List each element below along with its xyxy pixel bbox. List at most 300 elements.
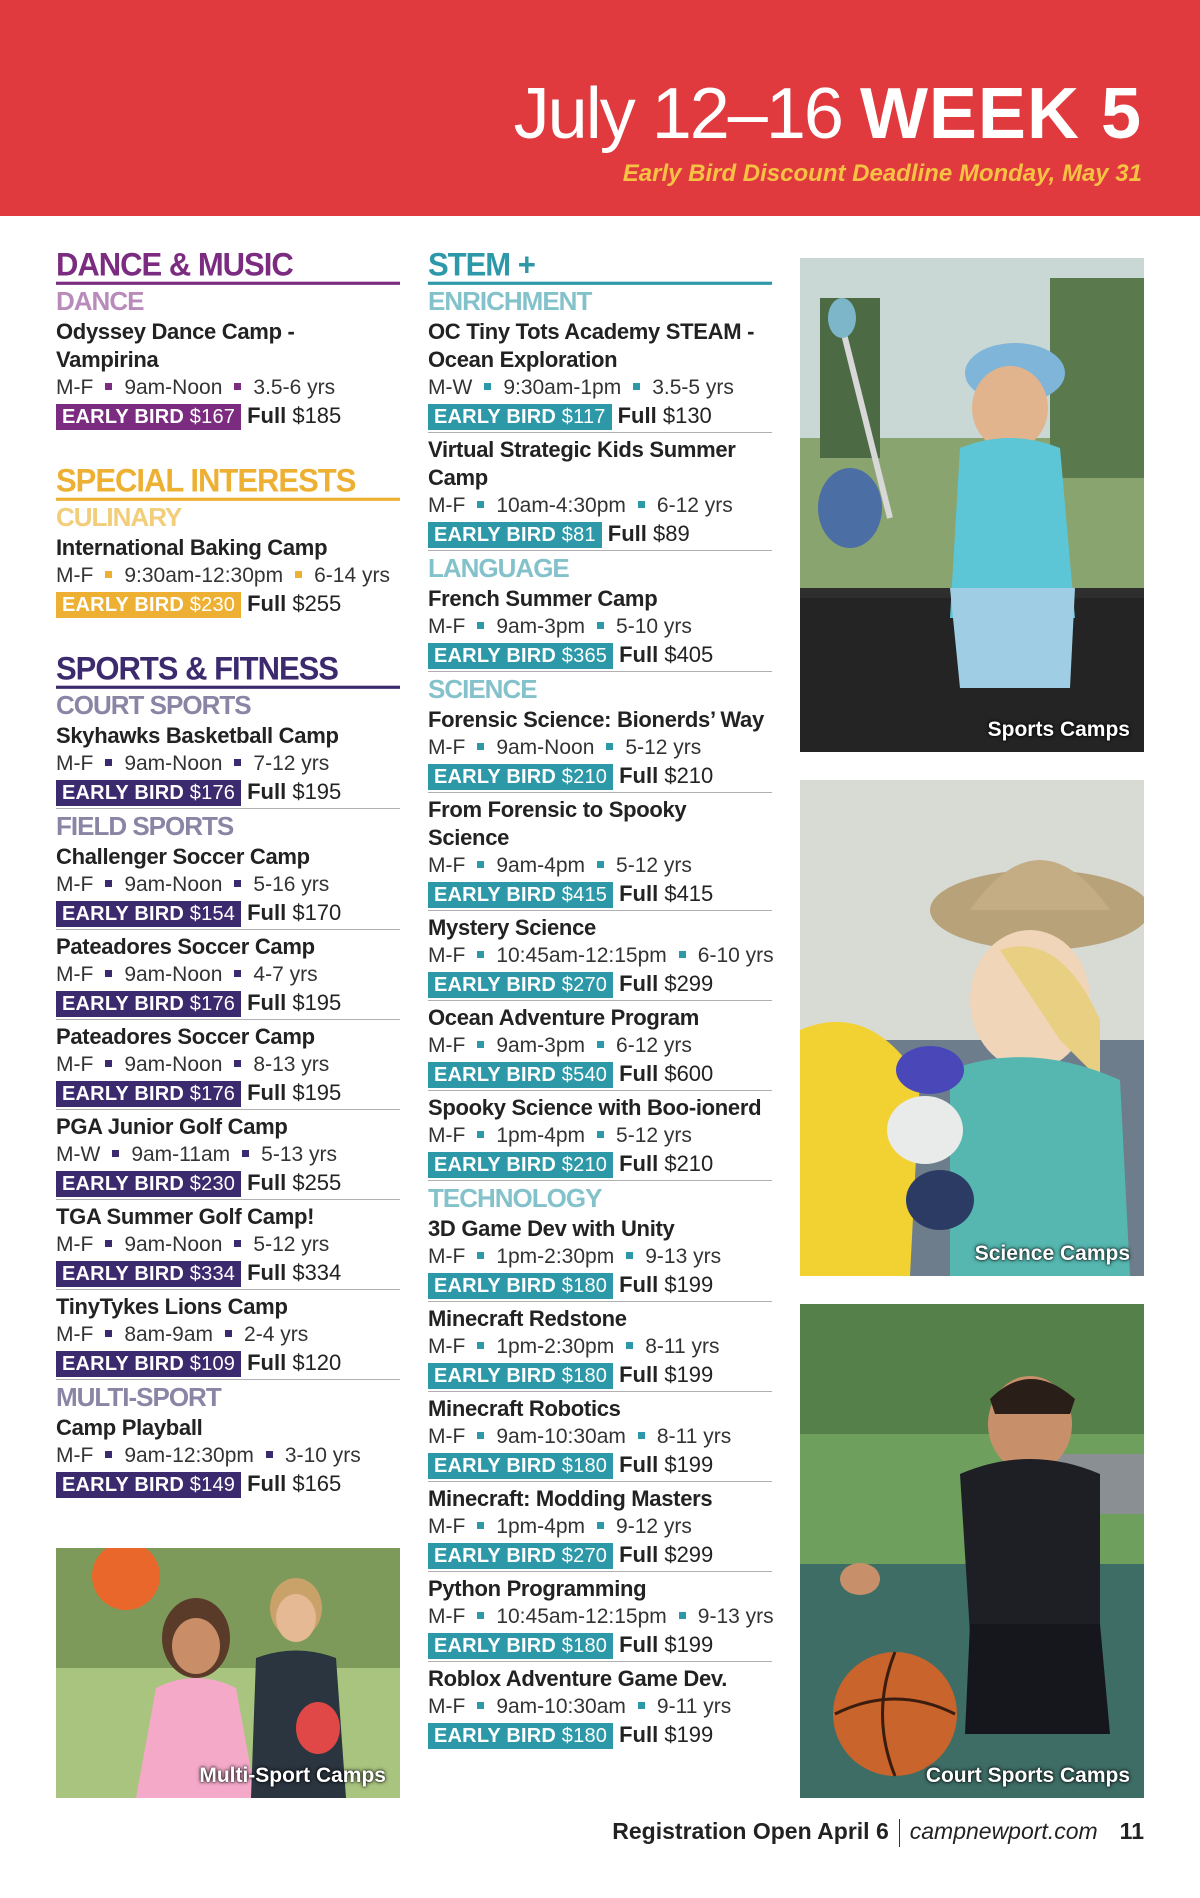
camp-time: 9am-Noon [124, 1233, 223, 1256]
early-bird-label: EARLY BIRD [62, 1263, 185, 1285]
camp-entry [428, 1574, 772, 1662]
early-bird-label: EARLY BIRD [434, 1275, 557, 1297]
camp-title: Challenger Soccer Camp [56, 844, 310, 869]
full-price-label: Full [247, 900, 287, 925]
camp-title: Skyhawks Basketball Camp [56, 723, 339, 748]
camp-price [428, 762, 772, 790]
photo-court-sports [800, 1304, 1144, 1798]
column-left [56, 246, 400, 1500]
bullet-icon [679, 951, 686, 958]
camp-days: M-F [56, 752, 94, 775]
camp-price [428, 1150, 772, 1178]
early-bird-badge [428, 1543, 613, 1569]
bullet-icon [105, 880, 112, 887]
early-bird-price: $415 [561, 884, 608, 906]
camp-time: 10:45am-12:15pm [496, 1605, 667, 1628]
camp-price [428, 1721, 772, 1749]
camp-price [56, 402, 400, 430]
full-price: $199 [664, 1632, 714, 1657]
camp-ages: 5-10 yrs [616, 615, 692, 638]
full-price-label: Full [619, 1061, 659, 1086]
bullet-icon [105, 1060, 112, 1067]
camp-ages: 9-13 yrs [697, 1605, 774, 1628]
camp-entry [428, 1003, 772, 1091]
camp-ages: 9-12 yrs [616, 1515, 692, 1538]
bullet-icon [477, 1702, 484, 1709]
camp-ages: 3-10 yrs [284, 1444, 361, 1467]
camp-entry [428, 705, 772, 793]
bullet-icon [477, 1131, 484, 1138]
early-bird-price: $180 [561, 1635, 608, 1657]
camp-price [428, 1541, 772, 1569]
full-price-label: Full [247, 591, 287, 616]
camp-schedule [56, 1231, 400, 1259]
multi-sport-illustration [56, 1548, 400, 1798]
subcategory-science: SCIENCE [428, 674, 537, 704]
subcategory-culinary: CULINARY [56, 502, 182, 532]
camp-title: Minecraft Robotics [428, 1396, 621, 1421]
camp-price [56, 1259, 400, 1287]
full-price-label: Full [247, 403, 287, 428]
category-sports-fitness: SPORTS & FITNESS [56, 653, 400, 689]
bullet-icon [597, 1131, 604, 1138]
camp-ages: 8-11 yrs [645, 1335, 720, 1358]
camp-entry [428, 584, 772, 672]
subcategory-dance: DANCE [56, 286, 144, 316]
early-bird-label: EARLY BIRD [434, 1635, 557, 1657]
bullet-icon [477, 1041, 484, 1048]
camp-entry [56, 1022, 400, 1110]
early-bird-label: EARLY BIRD [434, 1154, 557, 1176]
camp-schedule [56, 374, 400, 402]
camp-days: M-F [56, 1444, 94, 1467]
camp-entry [428, 1214, 772, 1302]
early-bird-price: $154 [189, 903, 236, 925]
photo-caption: Court Sports Camps [925, 1764, 1130, 1787]
camp-time: 9am-Noon [124, 873, 223, 896]
full-price-label: Full [619, 881, 659, 906]
camp-ages: 3.5-6 yrs [253, 376, 336, 399]
camp-entry [56, 721, 400, 809]
camp-entry [56, 1112, 400, 1200]
camp-list [56, 842, 400, 1380]
subcategory-language: LANGUAGE [428, 553, 569, 583]
early-bird-price: $180 [561, 1365, 608, 1387]
full-price-label: Full [247, 1260, 287, 1285]
week-number: WEEK 5 [859, 74, 1142, 154]
week-header [0, 0, 1200, 216]
camp-price [428, 1361, 772, 1389]
full-price: $299 [664, 971, 714, 996]
camp-title: Virtual Strategic Kids Summer Camp [428, 437, 736, 490]
camp-ages: 5-12 yrs [625, 736, 702, 759]
early-bird-label: EARLY BIRD [62, 1353, 185, 1375]
camp-title: TGA Summer Golf Camp! [56, 1204, 315, 1229]
camp-ages: 7-12 yrs [253, 752, 330, 775]
camp-time: 9am-3pm [496, 615, 586, 638]
camp-ages: 4-7 yrs [253, 963, 318, 986]
camp-days: M-F [56, 873, 94, 896]
camp-entry [56, 1202, 400, 1290]
camp-price [428, 402, 772, 430]
full-price: $199 [664, 1722, 714, 1747]
early-bird-badge [56, 901, 241, 927]
camp-list [428, 584, 772, 672]
camp-price [56, 1169, 400, 1197]
camp-ages: 5-12 yrs [253, 1233, 330, 1256]
bullet-icon [597, 1522, 604, 1529]
camp-title: From Forensic to Spooky Science [428, 797, 687, 850]
early-bird-label: EARLY BIRD [62, 903, 185, 925]
camp-schedule [428, 852, 772, 880]
early-bird-label: EARLY BIRD [62, 782, 185, 804]
early-bird-label: EARLY BIRD [62, 993, 185, 1015]
bullet-icon [626, 1342, 633, 1349]
camp-title: Camp Playball [56, 1415, 203, 1440]
early-bird-label: EARLY BIRD [434, 1725, 557, 1747]
early-bird-badge [428, 1152, 613, 1178]
column-middle [428, 246, 774, 1751]
camp-entry [428, 1304, 772, 1392]
week-title [513, 74, 1142, 154]
bullet-icon [234, 970, 241, 977]
footer-divider [899, 1819, 900, 1847]
camp-schedule [428, 613, 772, 641]
registration-notice: Registration Open April 6 [612, 1818, 889, 1844]
bullet-icon [638, 1702, 645, 1709]
bullet-icon [477, 1252, 484, 1259]
bullet-icon [477, 622, 484, 629]
early-bird-price: $230 [189, 594, 236, 616]
page-number: 11 [1119, 1818, 1144, 1844]
bullet-icon [266, 1451, 273, 1458]
camp-days: M-F [56, 1323, 94, 1346]
early-bird-price: $180 [561, 1275, 608, 1297]
early-bird-price: $334 [189, 1263, 236, 1285]
camp-title: TinyTykes Lions Camp [56, 1294, 288, 1319]
early-bird-price: $117 [561, 406, 606, 428]
camp-title: Pateadores Soccer Camp [56, 934, 315, 959]
early-bird-label: EARLY BIRD [434, 645, 557, 667]
camp-days: M-F [428, 1515, 466, 1538]
bullet-icon [477, 743, 484, 750]
full-price: $334 [292, 1260, 342, 1285]
camp-days: M-F [56, 963, 94, 986]
camp-title: Mystery Science [428, 915, 596, 940]
bullet-icon [225, 1330, 232, 1337]
subcategory-technology: TECHNOLOGY [428, 1183, 602, 1213]
camp-title: OC Tiny Tots Academy STEAM - Ocean Exploration [428, 319, 755, 372]
category-dance-music: DANCE & MUSIC [56, 249, 400, 285]
early-bird-price: $230 [189, 1173, 236, 1195]
early-bird-badge [428, 1723, 613, 1749]
camp-ages: 8-11 yrs [656, 1425, 732, 1448]
camp-entry [56, 533, 400, 620]
camp-days: M-F [428, 1425, 466, 1448]
camp-price [56, 899, 400, 927]
camp-ages: 5-13 yrs [261, 1143, 337, 1166]
camp-price [428, 880, 772, 908]
camp-ages: 5-12 yrs [616, 854, 692, 877]
early-bird-badge [56, 1171, 241, 1197]
bullet-icon [234, 759, 241, 766]
camp-schedule [428, 942, 772, 970]
camp-days: M-F [56, 1233, 94, 1256]
early-bird-badge [56, 1351, 241, 1377]
full-price: $130 [662, 403, 712, 428]
early-bird-badge [428, 1633, 613, 1659]
camp-title: French Summer Camp [428, 586, 658, 611]
camp-time: 9am-Noon [124, 963, 223, 986]
camp-schedule [428, 1122, 772, 1150]
week-dates: July 12–16 [513, 74, 842, 154]
bullet-icon [105, 970, 112, 977]
full-price-label: Full [619, 1362, 659, 1387]
bullet-icon [638, 501, 645, 508]
early-bird-label: EARLY BIRD [62, 594, 185, 616]
camp-price [428, 1631, 772, 1659]
early-bird-label: EARLY BIRD [434, 1064, 557, 1086]
early-bird-label: EARLY BIRD [62, 1083, 185, 1105]
camp-days: M-W [56, 1143, 101, 1166]
camp-schedule [428, 1693, 772, 1721]
camp-price [428, 641, 772, 669]
full-price: $255 [292, 591, 342, 616]
early-bird-badge [428, 882, 613, 908]
early-bird-badge [428, 522, 602, 548]
court-sports-illustration [800, 1304, 1144, 1798]
early-bird-label: EARLY BIRD [62, 1474, 185, 1496]
early-bird-label: EARLY BIRD [62, 406, 185, 428]
bullet-icon [234, 880, 241, 887]
full-price-label: Full [247, 1471, 287, 1496]
full-price: $255 [292, 1170, 342, 1195]
camp-time: 9am-11am [131, 1143, 231, 1166]
full-price-label: Full [619, 1272, 659, 1297]
bullet-icon [477, 1522, 484, 1529]
camp-days: M-F [428, 1124, 466, 1147]
camp-schedule [428, 1513, 772, 1541]
camp-time: 9:30am-12:30pm [124, 564, 284, 587]
early-bird-badge [428, 643, 613, 669]
camp-list [428, 705, 772, 1181]
camp-entry [56, 842, 400, 930]
photo-caption: Science Camps [974, 1242, 1130, 1265]
photo-caption: Sports Camps [987, 718, 1130, 741]
early-bird-label: EARLY BIRD [434, 766, 557, 788]
early-bird-price: $176 [189, 1083, 236, 1105]
early-bird-badge [428, 1453, 613, 1479]
camp-days: M-W [428, 376, 473, 399]
full-price: $415 [664, 881, 714, 906]
camp-schedule [428, 1423, 772, 1451]
early-bird-label: EARLY BIRD [434, 884, 557, 906]
camp-entry [428, 1664, 772, 1751]
camp-title: 3D Game Dev with Unity [428, 1216, 675, 1241]
bullet-icon [234, 383, 241, 390]
camp-schedule [428, 1603, 772, 1631]
early-bird-price: $176 [189, 993, 236, 1015]
early-bird-badge [428, 972, 613, 998]
early-bird-badge [428, 1363, 613, 1389]
early-bird-price: $365 [561, 645, 608, 667]
camp-schedule [428, 1032, 772, 1060]
camp-time: 9am-Noon [124, 1053, 223, 1076]
camp-schedule [56, 1442, 400, 1470]
bullet-icon [477, 1612, 484, 1619]
camp-list [56, 721, 400, 809]
bullet-icon [638, 1432, 645, 1439]
full-price: $210 [664, 1151, 714, 1176]
camp-days: M-F [428, 494, 466, 517]
bullet-icon [105, 571, 112, 578]
full-price-label: Full [617, 403, 657, 428]
camp-entry [428, 1093, 772, 1181]
full-price-label: Full [247, 1350, 287, 1375]
early-bird-label: EARLY BIRD [434, 1545, 557, 1567]
subcategory-enrichment: ENRICHMENT [428, 286, 592, 316]
bullet-icon [242, 1150, 249, 1157]
full-price: $210 [664, 763, 714, 788]
camp-list [56, 1413, 400, 1500]
camp-time: 9am-10:30am [496, 1695, 626, 1718]
camp-days: M-F [428, 1034, 466, 1057]
camp-schedule [56, 1321, 400, 1349]
camp-price [56, 590, 400, 618]
camp-list [56, 317, 400, 432]
full-price-label: Full [607, 521, 647, 546]
camp-schedule [428, 1333, 772, 1361]
full-price-label: Full [619, 642, 659, 667]
camp-entry [56, 1292, 400, 1380]
website-link[interactable]: campnewport.com [909, 1818, 1098, 1844]
camp-entry [428, 1484, 772, 1572]
early-bird-price: $176 [189, 782, 236, 804]
camp-time: 9am-3pm [496, 1034, 586, 1057]
full-price: $199 [664, 1452, 714, 1477]
early-bird-label: EARLY BIRD [434, 1365, 557, 1387]
camp-schedule [56, 750, 400, 778]
early-bird-label: EARLY BIRD [434, 974, 557, 996]
camp-ages: 6-12 yrs [616, 1034, 692, 1057]
camp-title: Odyssey Dance Camp - Vampirina [56, 319, 295, 372]
category-stem: STEM + [428, 249, 772, 285]
camp-price [428, 1451, 772, 1479]
early-bird-badge [56, 1261, 241, 1287]
sports-illustration [800, 258, 1144, 752]
full-price: $195 [292, 779, 342, 804]
subcategory-court-sports: COURT SPORTS [56, 690, 251, 720]
camp-price [56, 989, 400, 1017]
full-price-label: Full [619, 1151, 659, 1176]
early-bird-badge [56, 1081, 241, 1107]
camp-time: 1pm-2:30pm [496, 1335, 615, 1358]
bullet-icon [105, 1451, 112, 1458]
early-bird-price: $180 [561, 1455, 608, 1477]
camp-price [56, 778, 400, 806]
camp-days: M-F [428, 1605, 466, 1628]
full-price-label: Full [247, 1170, 287, 1195]
bullet-icon [679, 1612, 686, 1619]
camp-schedule [56, 562, 400, 590]
camp-schedule [428, 374, 772, 402]
camp-schedule [56, 1051, 400, 1079]
camp-time: 9am-12:30pm [124, 1444, 254, 1467]
early-bird-label: EARLY BIRD [434, 524, 557, 546]
camp-days: M-F [56, 1053, 94, 1076]
camp-ages: 6-12 yrs [656, 494, 733, 517]
full-price-label: Full [619, 1542, 659, 1567]
camp-days: M-F [56, 564, 94, 587]
camp-schedule [56, 871, 400, 899]
bullet-icon [112, 1150, 119, 1157]
full-price: $405 [664, 642, 714, 667]
camp-price [56, 1349, 400, 1377]
early-bird-badge [428, 1273, 613, 1299]
full-price-label: Full [619, 1632, 659, 1657]
camp-entry [428, 795, 772, 911]
early-bird-price: $149 [189, 1474, 236, 1496]
camp-entry [428, 1394, 772, 1482]
early-bird-price: $109 [189, 1353, 236, 1375]
full-price: $170 [292, 900, 342, 925]
camp-time: 1pm-2:30pm [496, 1245, 615, 1268]
full-price: $120 [292, 1350, 342, 1375]
camp-schedule [428, 492, 772, 520]
camp-title: Roblox Adventure Game Dev. [428, 1666, 728, 1691]
early-bird-badge [56, 991, 241, 1017]
camp-time: 9am-Noon [496, 736, 595, 759]
science-illustration [800, 780, 1144, 1276]
bullet-icon [477, 1342, 484, 1349]
camp-schedule [428, 734, 772, 762]
camp-title: Ocean Adventure Program [428, 1005, 700, 1030]
camp-time: 9am-4pm [496, 854, 586, 877]
camp-days: M-F [428, 854, 466, 877]
subcategory-field-sports: FIELD SPORTS [56, 811, 234, 841]
full-price: $299 [664, 1542, 714, 1567]
early-bird-label: EARLY BIRD [434, 406, 557, 428]
full-price: $185 [292, 403, 342, 428]
camp-title: Python Programming [428, 1576, 647, 1601]
camp-list [56, 533, 400, 620]
early-bird-badge [56, 1472, 241, 1498]
camp-time: 10am-4:30pm [496, 494, 626, 517]
full-price: $600 [664, 1061, 714, 1086]
bullet-icon [597, 622, 604, 629]
full-price-label: Full [619, 763, 659, 788]
bullet-icon [234, 1060, 241, 1067]
bullet-icon [105, 1240, 112, 1247]
camp-ages: 9-11 yrs [656, 1695, 732, 1718]
photo-science [800, 780, 1144, 1276]
camp-days: M-F [428, 1245, 466, 1268]
full-price: $199 [664, 1362, 714, 1387]
early-bird-badge [428, 404, 612, 430]
early-bird-price: $180 [561, 1725, 608, 1747]
full-price: $195 [292, 990, 342, 1015]
page-footer [612, 1818, 1144, 1847]
camp-title: Spooky Science with Boo-ionerd [428, 1095, 762, 1120]
camp-list [428, 317, 772, 551]
camp-entry [428, 317, 772, 433]
early-bird-price: $210 [561, 766, 608, 788]
camp-time: 1pm-4pm [496, 1124, 586, 1147]
camp-ages: 6-14 yrs [314, 564, 390, 587]
early-bird-label: EARLY BIRD [62, 1173, 185, 1195]
camp-time: 9am-Noon [124, 752, 223, 775]
early-bird-badge [428, 764, 613, 790]
